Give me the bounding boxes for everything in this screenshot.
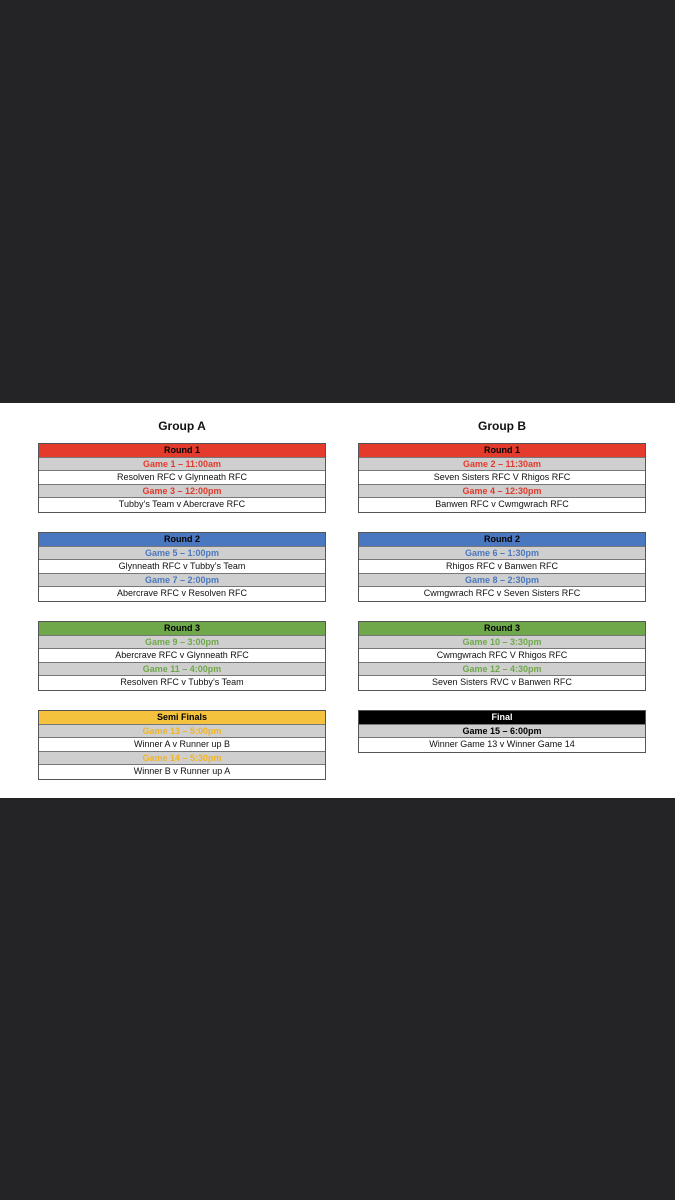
game-time: Game 12 – 4:30pm [359, 663, 645, 677]
fixture: Rhigos RFC v Banwen RFC [359, 560, 645, 574]
group-b-title: Group B [478, 419, 526, 433]
fixture: Resolven RFC v Glynneath RFC [39, 471, 325, 485]
group-b-round-3-table [358, 621, 646, 691]
game-time: Game 10 – 3:30pm [359, 636, 645, 650]
game-time: Game 5 – 1:00pm [39, 547, 325, 561]
fixture: Abercrave RFC v Glynneath RFC [39, 649, 325, 663]
group-a-round-2-table [38, 532, 326, 602]
game-time: Game 9 – 3:00pm [39, 636, 325, 650]
group-a-round-1-table [38, 443, 326, 513]
fixture: Glynneath RFC v Tubby’s Team [39, 560, 325, 574]
round-header: Semi Finals [39, 711, 325, 725]
fixture: Cwmgwrach RFC v Seven Sisters RFC [359, 587, 645, 601]
game-time: Game 2 – 11:30am [359, 458, 645, 472]
game-time: Game 6 – 1:30pm [359, 547, 645, 561]
fixture: Seven Sisters RFC V Rhigos RFC [359, 471, 645, 485]
game-time: Game 11 – 4:00pm [39, 663, 325, 677]
group-b-round-1-table [358, 443, 646, 513]
group-a-title: Group A [158, 419, 206, 433]
round-header: Round 3 [39, 622, 325, 636]
game-time: Game 13 – 5:00pm [39, 725, 325, 739]
fixture: Winner A v Runner up B [39, 738, 325, 752]
round-header: Round 1 [39, 444, 325, 458]
round-header: Round 2 [39, 533, 325, 547]
game-time: Game 4 – 12:30pm [359, 485, 645, 499]
final-table [358, 710, 646, 753]
round-header: Round 3 [359, 622, 645, 636]
semi-finals-table [38, 710, 326, 780]
group-b-round-2-table [358, 532, 646, 602]
fixture: Banwen RFC v Cwmgwrach RFC [359, 498, 645, 512]
round-header: Round 2 [359, 533, 645, 547]
fixtures-sheet [0, 403, 675, 798]
fixture: Winner Game 13 v Winner Game 14 [359, 738, 645, 752]
fixture: Tubby’s Team v Abercrave RFC [39, 498, 325, 512]
game-time: Game 14 – 5:30pm [39, 752, 325, 766]
round-header: Final [359, 711, 645, 725]
fixture: Seven Sisters RVC v Banwen RFC [359, 676, 645, 690]
group-a-round-3-table [38, 621, 326, 691]
fixture: Cwmgwrach RFC V Rhigos RFC [359, 649, 645, 663]
fixture: Resolven RFC v Tubby’s Team [39, 676, 325, 690]
game-time: Game 7 – 2:00pm [39, 574, 325, 588]
round-header: Round 1 [359, 444, 645, 458]
fixture: Winner B v Runner up A [39, 765, 325, 779]
game-time: Game 8 – 2:30pm [359, 574, 645, 588]
game-time: Game 1 – 11:00am [39, 458, 325, 472]
fixture: Abercrave RFC v Resolven RFC [39, 587, 325, 601]
game-time: Game 15 – 6:00pm [359, 725, 645, 739]
game-time: Game 3 – 12:00pm [39, 485, 325, 499]
